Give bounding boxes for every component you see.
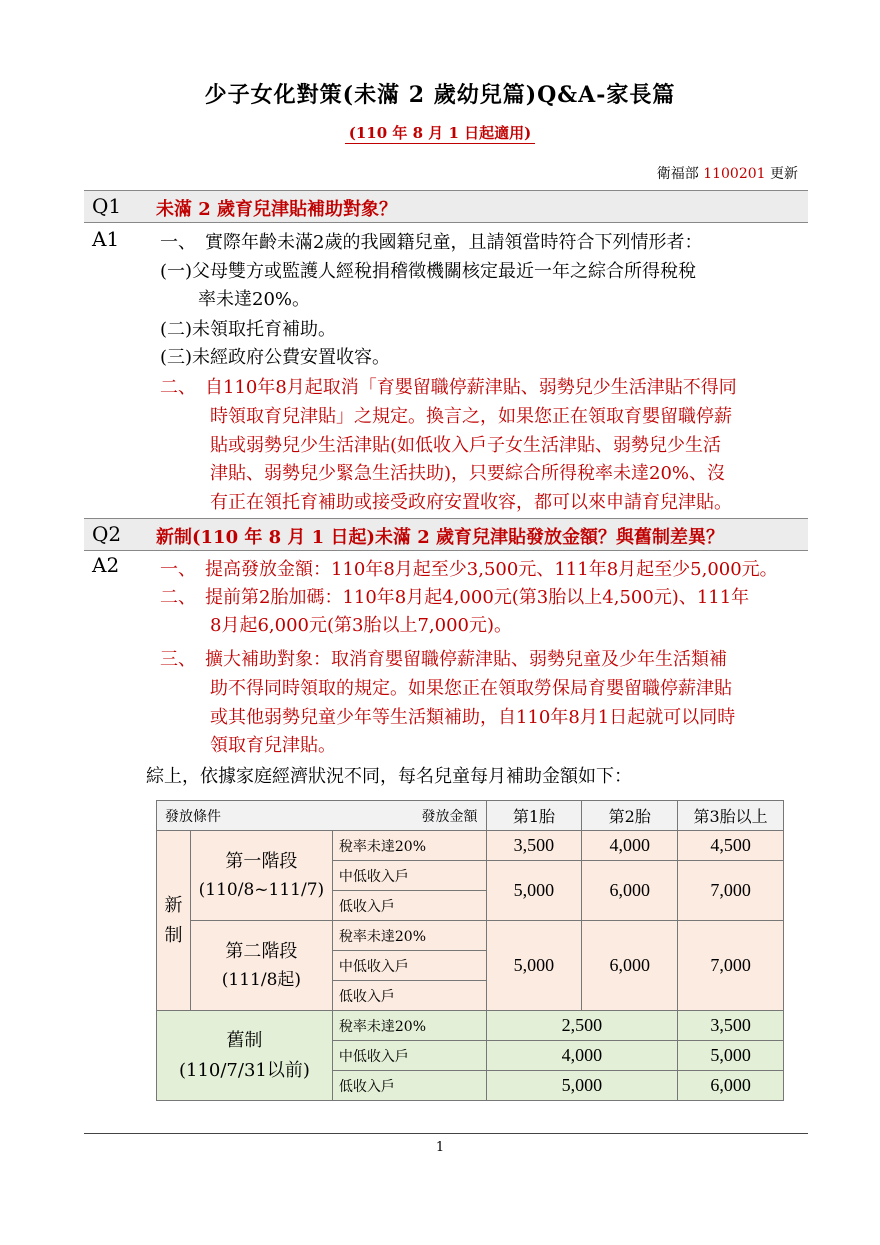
table-cell: 4,000 (486, 1041, 678, 1071)
table-cell: 3,500 (678, 1011, 784, 1041)
a1-line: 時領取育兒津貼」之規定。換言之，如果您正在領取育嬰留職停薪 (210, 406, 732, 427)
a1-line: 二、 自110年8月起取消「育嬰留職停薪津貼、弱勢兒少生活津貼不得同 (160, 377, 737, 398)
table-header-col: 第2胎 (582, 801, 678, 831)
question-bar-q2 (84, 518, 808, 551)
a2-line: 一、 提高發放金額：110年8月起至少3,500元、111年8月起至少5,000元。 (160, 559, 778, 580)
a2-line: 8月起6,000元(第3胎以上7,000元)。 (210, 615, 513, 636)
page-title: 少子女化對策(未滿 2 歲幼兒篇)Q&A-家長篇 (204, 82, 676, 108)
a1-line: 津貼、弱勢兒少緊急生活扶助)，只要綜合所得稅率未達20%、沒 (210, 463, 726, 484)
a1-line: (一)父母雙方或監護人經稅捐稽徵機關核定最近一年之綜合所得稅稅 (160, 261, 697, 282)
row-label-midlow: 中低收入戶 (332, 1041, 486, 1071)
a1-line: (三)未經政府公費安置收容。 (160, 347, 391, 368)
q2-text: 新制(110 年 8 月 1 日起)未滿 2 歲育兒津貼發放金額？與舊制差異？ (156, 527, 725, 548)
a2-line: 三、 擴大補助對象：取消育嬰留職停薪津貼、弱勢兒童及少年生活類補 (160, 649, 727, 670)
update-note: 衛福部 1100201 更新 (656, 166, 798, 182)
table-cell: 6,000 (582, 861, 678, 921)
a1-line: 率未達20%。 (198, 289, 311, 310)
a1-line: (二)未領取托育補助。 (160, 319, 337, 340)
table-header-col: 第1胎 (486, 801, 582, 831)
row-label-tax: 稅率未達20% (332, 921, 486, 951)
table-cell: 5,000 (486, 921, 582, 1011)
table-cell: 4,500 (678, 831, 784, 861)
table-cell: 7,000 (678, 861, 784, 921)
a2-summary: 綜上，依據家庭經濟狀況不同，每名兒童每月補助金額如下： (146, 766, 632, 787)
q1-label: Q1 (92, 194, 122, 218)
a1-label: A1 (92, 227, 120, 251)
row-label-tax: 稅率未達20% (332, 1011, 486, 1041)
table-cell: 4,000 (582, 831, 678, 861)
q2-label: Q2 (92, 522, 122, 546)
subtitle: (110 年 8 月 1 日起適用) (0, 122, 880, 143)
question-bar-q1 (84, 190, 808, 223)
new-system-label: 新 制 (157, 831, 191, 1011)
stage2-cell: 第二階段 (111/8起) (190, 921, 332, 1011)
row-label-low: 低收入戶 (332, 981, 486, 1011)
table-cell: 7,000 (678, 921, 784, 1011)
table-cell: 5,000 (678, 1041, 784, 1071)
subsidy-table (156, 800, 784, 1101)
footer-divider (84, 1133, 808, 1134)
row-label-midlow: 中低收入戶 (332, 861, 486, 891)
row-label-tax: 稅率未達20% (332, 831, 486, 861)
a1-line: 貼或弱勢兒少生活津貼(如低收入戶子女生活津貼、弱勢兒少生活 (210, 435, 722, 456)
a1-line: 一、 實際年齡未滿2歲的我國籍兒童，且請領當時符合下列情形者： (160, 232, 703, 253)
page-number: 1 (435, 1140, 445, 1155)
row-label-low: 低收入戶 (332, 1071, 486, 1101)
row-label-midlow: 中低收入戶 (332, 951, 486, 981)
a2-line: 二、 提前第2胎加碼：110年8月起4,000元(第3胎以上4,500元)、111年 (160, 587, 750, 608)
old-system-cell: 舊制 (110/7/31以前) (157, 1011, 333, 1101)
a2-line: 助不得同時領取的規定。如果您正在領取勞保局育嬰留職停薪津貼 (210, 678, 732, 699)
stage1-cell: 第一階段 (110/8~111/7) (190, 831, 332, 921)
a2-line: 領取育兒津貼。 (210, 735, 336, 756)
table-cell: 6,000 (582, 921, 678, 1011)
table-cell: 6,000 (678, 1071, 784, 1101)
table-cell: 3,500 (486, 831, 582, 861)
table-cell: 5,000 (486, 861, 582, 921)
table-header-condition: 發放條件 發放金額 (157, 801, 487, 831)
table-cell: 2,500 (486, 1011, 678, 1041)
q1-text: 未滿 2 歲育兒津貼補助對象？ (156, 199, 398, 220)
a2-label: A2 (92, 553, 120, 577)
table-header-col: 第3胎以上 (678, 801, 784, 831)
row-label-low: 低收入戶 (332, 891, 486, 921)
a2-line: 或其他弱勢兒童少年等生活類補助，自110年8月1日起就可以同時 (210, 707, 736, 728)
table-cell: 5,000 (486, 1071, 678, 1101)
a1-line: 有正在領托育補助或接受政府安置收容，都可以來申請育兒津貼。 (210, 492, 732, 513)
